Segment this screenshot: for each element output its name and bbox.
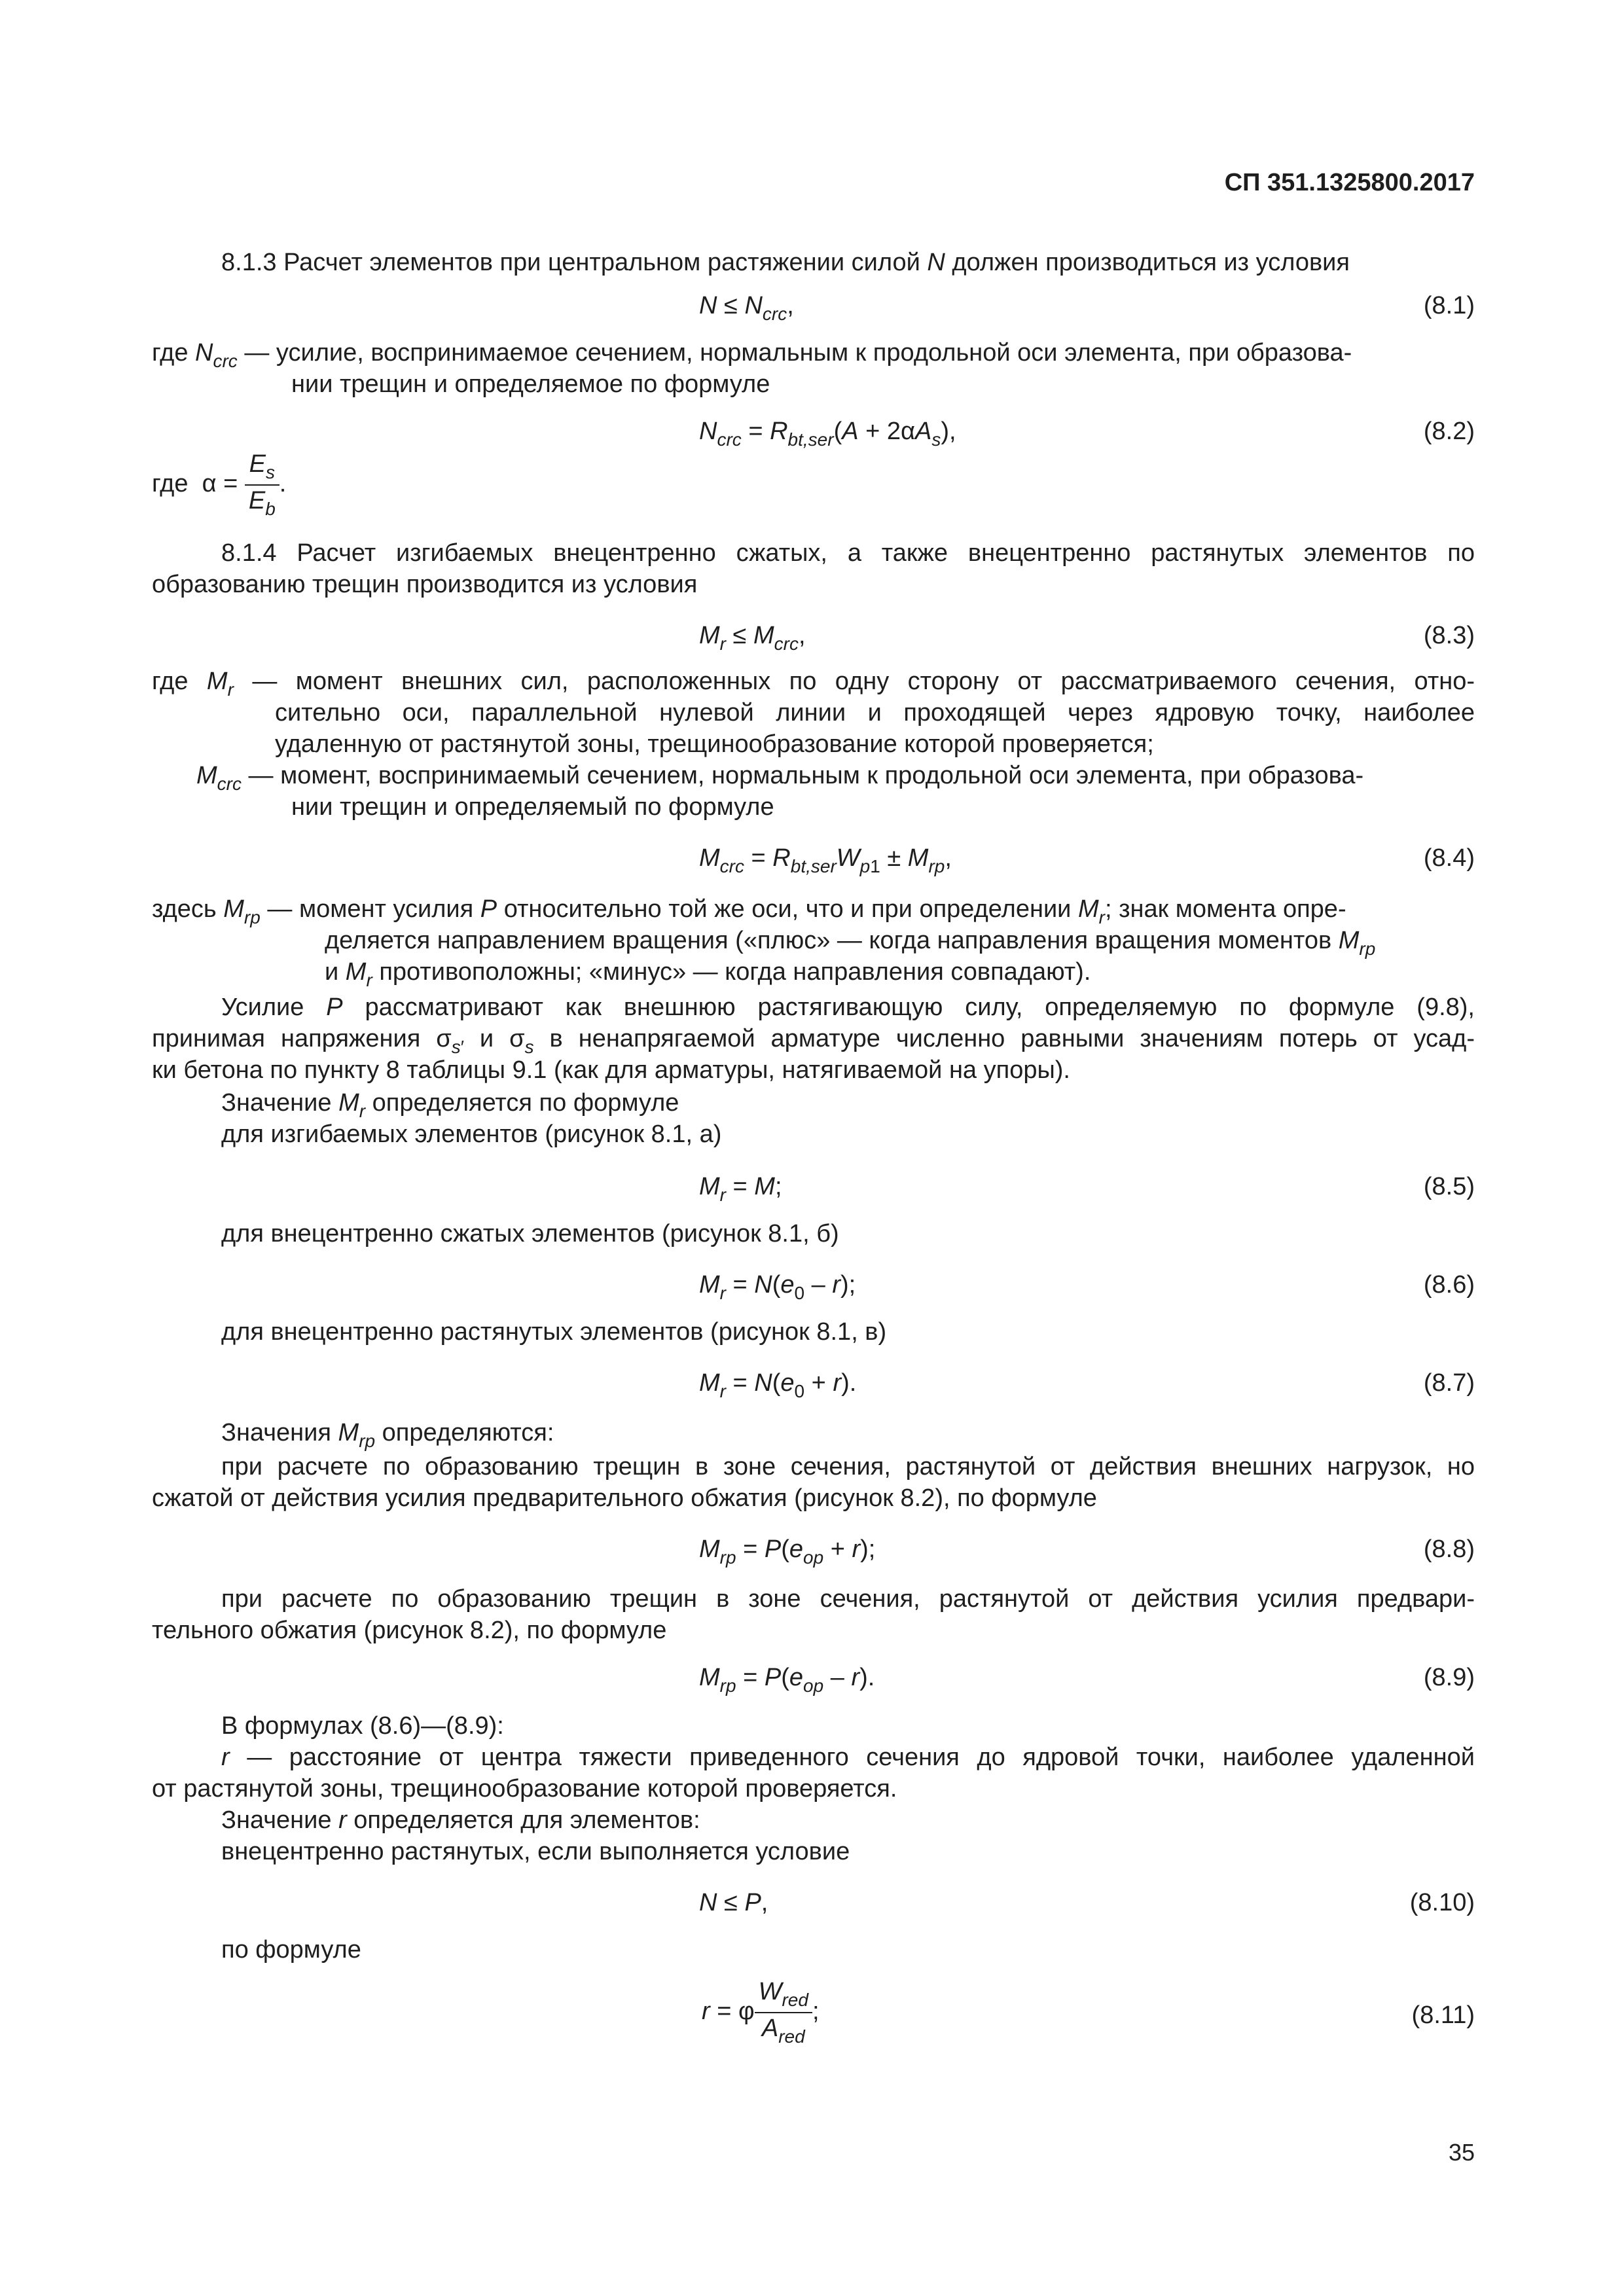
definition-mcrc: $M_{crc}$ — момент, воспринимаемый сечением, нормальным к продольной оси элемента, при образова- [196,762,1364,794]
paragraph-compressed: для внецентренно сжатых элементов (рисунок 8.1, б) [221,1220,839,1247]
formula-number: (8.6) [1423,1271,1475,1299]
definition-mrp-cont: и $M_r$ противоположны; «минус» — когда направления совпадают). [325,958,1091,990]
formula-number: (8.3) [1423,622,1475,649]
formula-8-8: $M_{rp} = P(e_{op} + r)$; [699,1535,876,1568]
formula-number: (8.4) [1423,844,1475,872]
formula-number: (8.5) [1423,1173,1475,1200]
formula-8-1: $N \le N_{crc}$, [699,292,794,324]
paragraph-bending: для изгибаемых элементов (рисунок 8.1, а) [221,1121,722,1148]
definition-mr-cont: сительно оси, параллельной нулевой линии и проходящей через ядровую точку, наиболее [275,699,1475,726]
formula-number: (8.8) [1423,1535,1475,1563]
formula-8-10: N ≤ P, [699,1889,768,1916]
paragraph-mr-value: Значение $M_r$ определяется по формуле [221,1089,679,1121]
formula-alpha: где α = $\frac{E_s}{E_b}$ . [152,450,287,519]
definition-mrp: здесь $M_{rp}$ — момент усилия P относительно той же оси, что и при определении $M_r$; знак момента опре- [152,895,1346,927]
formula-number: (8.9) [1423,1664,1475,1691]
definition-mr: где $M_r$ — момент внешних сил, расположенных по одну сторону от рассматриваемого сечения, отно- [152,668,1475,700]
formula-8-6: $M_r = N(e_0 - r)$; [699,1271,856,1303]
formula-8-5: $M_r = M$; [699,1173,782,1205]
paragraph-r-value: Значение r определяется для элементов: [221,1806,700,1834]
formula-8-7: $M_r = N(e_0 + r)$. [699,1369,857,1401]
formula-number: (8.2) [1423,418,1475,445]
paragraph-calc1: при расчете по образованию трещин в зоне сечения, растянутой от действия внешних нагрузок, но [221,1453,1475,1480]
definition-r-cont: от растянутой зоны, трещинообразование которой проверяется. [152,1775,897,1803]
definition-mcrc-cont: нии трещин и определяемый по формуле [291,793,774,821]
paragraph-force-cont: ки бетона по пункту 8 таблицы 9.1 (как для арматуры, натягиваемой на упоры). [152,1056,1070,1084]
paragraph-8-1-4-cont: образованию трещин производится из условия [152,571,698,598]
definition-mrp-cont: деляется направлением вращения («плюс» — когда направления вращения моментов $M_{rp}$ [325,927,1376,959]
paragraph-tensioned: для внецентренно растянутых элементов (рисунок 8.1, в) [221,1318,887,1346]
formula-number: (8.10) [1409,1889,1475,1916]
paragraph-force: Усилие P рассматривают как внешнюю растягивающую силу, определяемую по формуле (9.8), [221,994,1475,1021]
formula-8-2: $N_{crc} = R_{bt,ser}(A + 2\alpha A_s)$, [699,418,956,450]
formula-number: (8.1) [1423,292,1475,319]
formula-8-11: r = φ $\frac{W_{red}}{A_{red}}$ ; [702,1978,820,2047]
paragraph-ecc-tension: внецентренно растянутых, если выполняется условие [221,1838,850,1865]
formula-number: (8.11) [1411,2001,1475,2029]
paragraph-8-1-3: 8.1.3 Расчет элементов при центральном растяжении силой N должен производиться из условия [221,249,1350,276]
definition-r: r — расстояние от центра тяжести приведенного сечения до ядровой точки, наиболее удаленной [221,1744,1475,1771]
paragraph-calc2-cont: тельного обжатия (рисунок 8.2), по формуле [152,1617,667,1644]
formula-8-3: $M_r \le M_{crc}$, [699,622,806,654]
paragraph-formulas-ref: В формулах (8.6)—(8.9): [221,1712,504,1740]
paragraph-calc1-cont: сжатой от действия усилия предварительного обжатия (рисунок 8.2), по формуле [152,1484,1097,1512]
formula-number: (8.7) [1423,1369,1475,1397]
formula-8-9: $M_{rp} = P(e_{op} - r)$. [699,1664,875,1696]
document-code: СП 351.1325800.2017 [1224,169,1475,196]
formula-8-4: $M_{crc} = R_{bt,ser}W_{p1} \pm M_{rp}$, [699,844,952,876]
definition-ncrc: где $N_{crc}$ — усилие, воспринимаемое сечением, нормальным к продольной оси элемента, при образова- [152,339,1352,371]
page-number: 35 [1448,2139,1475,2166]
paragraph-calc2: при расчете по образованию трещин в зоне сечения, растянутой от действия усилия предвари- [221,1585,1475,1613]
paragraph-by-formula: по формуле [221,1936,361,1964]
paragraph-mrp-values: Значения $M_{rp}$ определяются: [221,1419,554,1451]
definition-ncrc-cont: нии трещин и определяемое по формуле [291,370,770,398]
paragraph-force-cont: принимая напряжения $\sigma_{s'}$ и $\sigma_s$ в ненапрягаемой арматуре численно равными значениям потерь от усад- [152,1025,1475,1057]
definition-mr-cont: удаленную от растянутой зоны, трещинообразование которой проверяется; [275,730,1154,758]
paragraph-8-1-4: 8.1.4 Расчет изгибаемых внецентренно сжатых, а также внецентренно растянутых элементов по [221,539,1475,567]
